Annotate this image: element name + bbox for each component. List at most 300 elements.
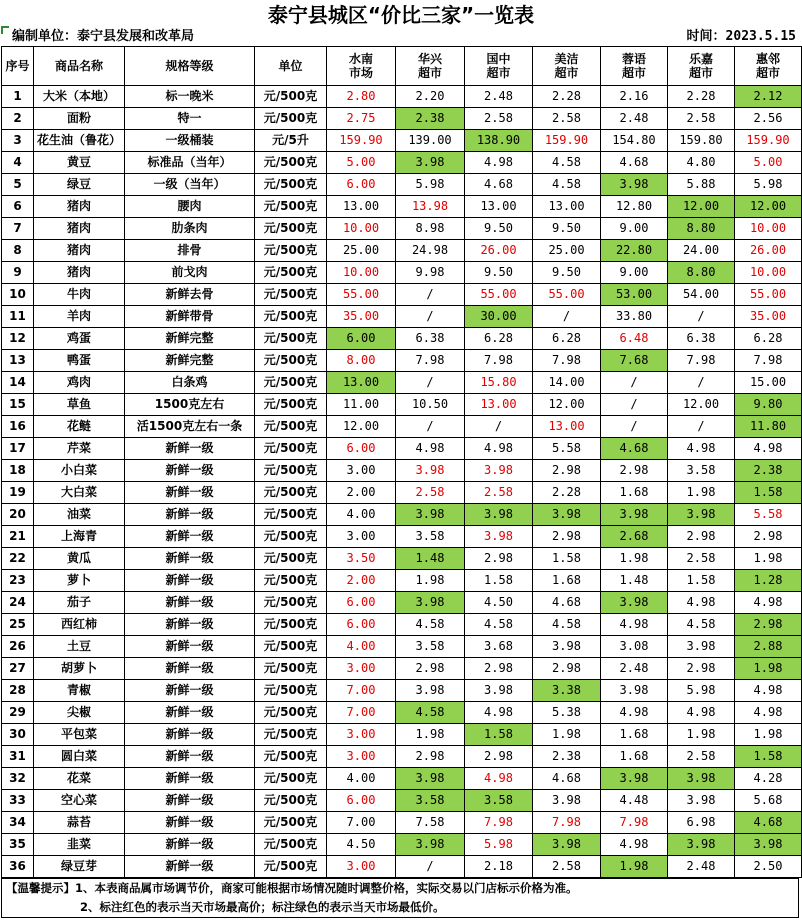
price-cell: 33.80: [601, 306, 668, 328]
row-number: 33: [2, 790, 34, 812]
price-cell: 4.98: [668, 702, 735, 724]
price-cell: 8.80: [668, 218, 735, 240]
product-name: 绿豆: [34, 174, 125, 196]
price-cell: 1.58: [465, 724, 533, 746]
table-row: [2, 526, 802, 548]
price-cell: /: [396, 306, 465, 328]
price-cell: 4.58: [533, 174, 601, 196]
price-cell: 13.00: [327, 372, 396, 394]
price-cell: 6.28: [735, 328, 802, 350]
header-store: [327, 47, 396, 86]
price-cell: 6.98: [668, 812, 735, 834]
price-cell: 6.00: [327, 592, 396, 614]
store-name: 惠邻: [755, 52, 780, 66]
price-cell: /: [396, 372, 465, 394]
price-cell: 9.50: [465, 218, 533, 240]
store-name: 蓉语: [621, 52, 646, 66]
price-cell: 12.00: [533, 394, 601, 416]
price-cell: 4.98: [735, 438, 802, 460]
price-cell: 30.00: [465, 306, 533, 328]
table-row: [2, 570, 802, 592]
price-cell: 1.58: [533, 548, 601, 570]
row-number: 30: [2, 724, 34, 746]
price-cell: 4.28: [735, 768, 802, 790]
note-line-2: 2、标注红色的表示当天市场最高价；标注绿色的表示当天市场最低价。: [80, 900, 445, 914]
price-cell: 9.80: [735, 394, 802, 416]
price-cell: 4.58: [533, 614, 601, 636]
product-unit: 元/500克: [255, 834, 327, 856]
price-cell: 8.80: [668, 262, 735, 284]
price-cell: 9.00: [601, 262, 668, 284]
row-number: 13: [2, 350, 34, 372]
price-cell: 4.98: [465, 152, 533, 174]
price-cell: 3.98: [601, 504, 668, 526]
price-cell: 2.18: [465, 856, 533, 878]
price-cell: 1.98: [396, 570, 465, 592]
note-line-1: 【温馨提示】1、本表商品属市场调节价，商家可能根据市场情况随时调整价格，实际交易以门店标示价格为准。: [6, 881, 578, 895]
product-name: 猪肉: [34, 218, 125, 240]
product-spec: 一级桶装: [125, 130, 255, 152]
price-cell: 7.68: [601, 350, 668, 372]
table-row: [2, 372, 802, 394]
price-cell: 2.28: [533, 482, 601, 504]
price-cell: 2.58: [668, 108, 735, 130]
product-spec: 新鲜一级: [125, 702, 255, 724]
row-number: 2: [2, 108, 34, 130]
price-cell: 13.00: [465, 394, 533, 416]
table-row: [2, 504, 802, 526]
price-cell: 3.00: [327, 460, 396, 482]
table-row: [2, 438, 802, 460]
table-row: [2, 108, 802, 130]
price-cell: 8.98: [396, 218, 465, 240]
price-cell: 10.50: [396, 394, 465, 416]
price-cell: 5.98: [396, 174, 465, 196]
product-spec: 新鲜一级: [125, 438, 255, 460]
product-unit: 元/500克: [255, 262, 327, 284]
product-unit: 元/500克: [255, 328, 327, 350]
table-row: [2, 152, 802, 174]
price-cell: /: [396, 416, 465, 438]
product-name: 草鱼: [34, 394, 125, 416]
price-cell: 159.80: [668, 130, 735, 152]
table-row: [2, 306, 802, 328]
table-row: [2, 130, 802, 152]
price-cell: 2.50: [735, 856, 802, 878]
price-cell: 4.00: [327, 636, 396, 658]
header-store: [735, 47, 802, 86]
price-cell: 3.98: [396, 152, 465, 174]
table-row: [2, 416, 802, 438]
store-type: 超市: [554, 66, 579, 80]
price-cell: /: [465, 416, 533, 438]
price-cell: 7.98: [533, 812, 601, 834]
price-cell: 159.90: [533, 130, 601, 152]
price-cell: 3.38: [533, 680, 601, 702]
price-cell: 4.58: [533, 152, 601, 174]
row-number: 21: [2, 526, 34, 548]
price-cell: 1.48: [396, 548, 465, 570]
store-type: 超市: [688, 66, 713, 80]
price-cell: 5.58: [735, 504, 802, 526]
price-cell: 1.48: [601, 570, 668, 592]
price-cell: 7.98: [533, 350, 601, 372]
table-body: [2, 86, 802, 878]
product-name: 茄子: [34, 592, 125, 614]
product-spec: 一级（当年）: [125, 174, 255, 196]
price-cell: 5.98: [465, 834, 533, 856]
product-unit: 元/500克: [255, 152, 327, 174]
product-name: 面粉: [34, 108, 125, 130]
price-cell: /: [668, 372, 735, 394]
product-unit: 元/500克: [255, 548, 327, 570]
row-number: 4: [2, 152, 34, 174]
price-cell: 7.98: [465, 350, 533, 372]
price-cell: 7.98: [396, 350, 465, 372]
product-spec: 新鲜一级: [125, 570, 255, 592]
price-cell: 2.98: [668, 658, 735, 680]
price-cell: 6.28: [465, 328, 533, 350]
price-cell: 5.98: [668, 680, 735, 702]
price-cell: 13.00: [465, 196, 533, 218]
price-cell: 5.98: [735, 174, 802, 196]
price-cell: 22.80: [601, 240, 668, 262]
price-cell: /: [396, 856, 465, 878]
price-cell: 3.98: [396, 834, 465, 856]
price-cell: 4.98: [465, 702, 533, 724]
row-number: 26: [2, 636, 34, 658]
price-cell: 9.50: [465, 262, 533, 284]
price-cell: 3.98: [601, 680, 668, 702]
price-cell: 4.68: [601, 438, 668, 460]
table-row: [2, 262, 802, 284]
price-cell: 3.58: [396, 526, 465, 548]
price-cell: 1.68: [601, 746, 668, 768]
page-title: 泰宁县城区“价比三家”一览表: [267, 3, 535, 27]
price-cell: 5.00: [327, 152, 396, 174]
product-unit: 元/5升: [255, 130, 327, 152]
price-cell: 4.98: [601, 614, 668, 636]
product-name: 猪肉: [34, 262, 125, 284]
product-name: 空心菜: [34, 790, 125, 812]
price-cell: 7.00: [327, 680, 396, 702]
product-name: 鸭蛋: [34, 350, 125, 372]
price-cell: 159.90: [735, 130, 802, 152]
price-cell: 1.98: [735, 548, 802, 570]
price-cell: 13.00: [533, 416, 601, 438]
price-cell: 1.58: [668, 570, 735, 592]
price-cell: 4.00: [327, 504, 396, 526]
price-cell: 3.00: [327, 724, 396, 746]
price-cell: 3.98: [668, 504, 735, 526]
row-number: 3: [2, 130, 34, 152]
price-cell: 1.98: [668, 482, 735, 504]
notes-box: [1, 878, 799, 918]
price-cell: 1.98: [533, 724, 601, 746]
price-cell: /: [601, 416, 668, 438]
product-unit: 元/500克: [255, 724, 327, 746]
table-row: [2, 394, 802, 416]
table-row: [2, 350, 802, 372]
table-row: [2, 240, 802, 262]
row-number: 1: [2, 86, 34, 108]
product-unit: 元/500克: [255, 240, 327, 262]
price-cell: 3.98: [533, 834, 601, 856]
price-cell: 6.00: [327, 614, 396, 636]
store-name: 国中: [486, 52, 511, 66]
product-unit: 元/500克: [255, 790, 327, 812]
product-unit: 元/500克: [255, 460, 327, 482]
price-cell: 3.50: [327, 548, 396, 570]
price-cell: 2.98: [533, 460, 601, 482]
price-cell: 3.68: [465, 636, 533, 658]
product-spec: 新鲜一级: [125, 636, 255, 658]
price-cell: 10.00: [327, 262, 396, 284]
price-cell: 5.00: [735, 152, 802, 174]
price-cell: 2.58: [533, 108, 601, 130]
price-cell: 3.00: [327, 856, 396, 878]
price-cell: 2.48: [601, 658, 668, 680]
price-cell: 6.00: [327, 174, 396, 196]
product-spec: 标准品（当年）: [125, 152, 255, 174]
price-cell: 2.38: [533, 746, 601, 768]
price-cell: 4.98: [735, 680, 802, 702]
table-row: [2, 812, 802, 834]
product-name: 萝卜: [34, 570, 125, 592]
product-unit: 元/500克: [255, 856, 327, 878]
header-row: [2, 47, 802, 86]
product-unit: 元/500克: [255, 812, 327, 834]
table-row: [2, 284, 802, 306]
product-unit: 元/500克: [255, 482, 327, 504]
price-cell: 3.58: [465, 790, 533, 812]
price-cell: 4.98: [668, 592, 735, 614]
table-row: [2, 482, 802, 504]
row-number: 6: [2, 196, 34, 218]
product-spec: 标一晚米: [125, 86, 255, 108]
table-row: [2, 218, 802, 240]
product-name: 黄豆: [34, 152, 125, 174]
price-cell: 13.00: [327, 196, 396, 218]
price-cell: 1.98: [601, 548, 668, 570]
price-cell: 3.98: [601, 592, 668, 614]
price-cell: 3.98: [533, 790, 601, 812]
table-row: [2, 658, 802, 680]
price-cell: 1.98: [735, 658, 802, 680]
product-name: 绿豆芽: [34, 856, 125, 878]
table-row: [2, 174, 802, 196]
price-cell: 3.98: [735, 834, 802, 856]
product-spec: 新鲜一级: [125, 592, 255, 614]
price-cell: 4.98: [601, 834, 668, 856]
table-row: [2, 724, 802, 746]
price-cell: 139.00: [396, 130, 465, 152]
price-cell: 55.00: [465, 284, 533, 306]
product-spec: 新鲜一级: [125, 504, 255, 526]
price-cell: 5.88: [668, 174, 735, 196]
header-store: [601, 47, 668, 86]
store-type: 超市: [621, 66, 646, 80]
price-cell: 3.58: [396, 636, 465, 658]
price-cell: 2.98: [465, 746, 533, 768]
price-cell: 4.58: [396, 702, 465, 724]
row-number: 28: [2, 680, 34, 702]
price-cell: 2.58: [533, 856, 601, 878]
product-unit: 元/500克: [255, 86, 327, 108]
product-name: 平包菜: [34, 724, 125, 746]
product-name: 西红柿: [34, 614, 125, 636]
row-number: 34: [2, 812, 34, 834]
price-cell: 2.58: [396, 482, 465, 504]
price-cell: /: [668, 306, 735, 328]
store-type: 市场: [348, 66, 373, 80]
price-cell: 2.28: [668, 86, 735, 108]
price-cell: 11.00: [327, 394, 396, 416]
price-cell: 2.88: [735, 636, 802, 658]
store-type: 超市: [486, 66, 511, 80]
price-cell: 9.00: [601, 218, 668, 240]
price-cell: 2.80: [327, 86, 396, 108]
header-store: [668, 47, 735, 86]
product-name: 羊肉: [34, 306, 125, 328]
product-name: 花菜: [34, 768, 125, 790]
price-cell: 3.98: [533, 636, 601, 658]
price-cell: 2.00: [327, 482, 396, 504]
table-row: [2, 328, 802, 350]
product-spec: 新鲜去骨: [125, 284, 255, 306]
table-row: [2, 790, 802, 812]
price-cell: 3.98: [668, 636, 735, 658]
row-number: 36: [2, 856, 34, 878]
price-cell: 4.00: [327, 768, 396, 790]
table-row: [2, 548, 802, 570]
price-cell: 3.98: [668, 834, 735, 856]
product-name: 猪肉: [34, 240, 125, 262]
price-cell: 6.00: [327, 438, 396, 460]
price-cell: 35.00: [735, 306, 802, 328]
price-cell: 6.38: [668, 328, 735, 350]
product-spec: 白条鸡: [125, 372, 255, 394]
price-cell: 2.98: [465, 658, 533, 680]
price-cell: 4.58: [465, 614, 533, 636]
price-cell: 2.98: [735, 526, 802, 548]
product-spec: 新鲜一级: [125, 526, 255, 548]
price-cell: 4.98: [668, 438, 735, 460]
table-row: [2, 460, 802, 482]
price-cell: 6.00: [327, 790, 396, 812]
header-store: [465, 47, 533, 86]
price-cell: 3.98: [396, 768, 465, 790]
row-number: 19: [2, 482, 34, 504]
price-cell: /: [533, 306, 601, 328]
price-cell: 4.98: [465, 438, 533, 460]
row-number: 22: [2, 548, 34, 570]
price-cell: 4.50: [465, 592, 533, 614]
price-cell: 1.58: [735, 746, 802, 768]
price-cell: 1.98: [735, 724, 802, 746]
table-row: [2, 614, 802, 636]
price-cell: 9.50: [533, 218, 601, 240]
row-number: 29: [2, 702, 34, 724]
price-cell: 53.00: [601, 284, 668, 306]
price-cell: 3.00: [327, 746, 396, 768]
price-cell: 1.98: [668, 724, 735, 746]
store-type: 超市: [755, 66, 780, 80]
price-cell: 4.98: [396, 438, 465, 460]
price-cell: 154.80: [601, 130, 668, 152]
store-type: 超市: [417, 66, 442, 80]
row-number: 18: [2, 460, 34, 482]
price-cell: 2.00: [327, 570, 396, 592]
price-cell: 3.98: [465, 526, 533, 548]
row-number: 25: [2, 614, 34, 636]
price-cell: 4.68: [465, 174, 533, 196]
cell-corner-marker: [1, 26, 9, 34]
price-cell: 3.98: [465, 504, 533, 526]
product-spec: 前戈肉: [125, 262, 255, 284]
price-cell: 2.98: [668, 526, 735, 548]
price-cell: 2.58: [668, 548, 735, 570]
row-number: 16: [2, 416, 34, 438]
price-cell: 9.50: [533, 262, 601, 284]
row-number: 17: [2, 438, 34, 460]
row-number: 32: [2, 768, 34, 790]
price-cell: 2.48: [465, 86, 533, 108]
price-comparison-table: [1, 46, 802, 878]
product-name: 胡萝卜: [34, 658, 125, 680]
price-cell: 5.38: [533, 702, 601, 724]
product-unit: 元/500克: [255, 394, 327, 416]
price-cell: 2.75: [327, 108, 396, 130]
header-unit: 单位: [255, 47, 327, 86]
product-name: 花生油（鲁花）: [34, 130, 125, 152]
price-cell: 12.80: [601, 196, 668, 218]
price-cell: 14.00: [533, 372, 601, 394]
price-cell: 3.98: [396, 680, 465, 702]
product-spec: 新鲜带骨: [125, 306, 255, 328]
price-cell: 1.68: [601, 482, 668, 504]
price-cell: 4.68: [533, 768, 601, 790]
price-cell: 2.48: [668, 856, 735, 878]
price-cell: 13.00: [533, 196, 601, 218]
price-cell: 9.98: [396, 262, 465, 284]
table-row: [2, 834, 802, 856]
product-unit: 元/500克: [255, 350, 327, 372]
table-row: [2, 856, 802, 878]
compiler-label: 编制单位：泰宁县发展和改革局: [12, 29, 195, 44]
price-cell: 25.00: [533, 240, 601, 262]
price-cell: 2.12: [735, 86, 802, 108]
price-cell: 35.00: [327, 306, 396, 328]
product-unit: 元/500克: [255, 108, 327, 130]
price-cell: 3.98: [396, 504, 465, 526]
price-cell: 3.98: [601, 768, 668, 790]
price-cell: 15.80: [465, 372, 533, 394]
price-cell: 2.56: [735, 108, 802, 130]
product-name: 尖椒: [34, 702, 125, 724]
product-spec: 新鲜一级: [125, 746, 255, 768]
product-spec: 新鲜一级: [125, 768, 255, 790]
product-name: 黄瓜: [34, 548, 125, 570]
price-cell: 2.20: [396, 86, 465, 108]
product-name: 牛肉: [34, 284, 125, 306]
price-cell: 1.68: [533, 570, 601, 592]
price-cell: 7.98: [601, 812, 668, 834]
price-cell: 12.00: [735, 196, 802, 218]
price-cell: 3.58: [396, 790, 465, 812]
price-cell: 15.00: [735, 372, 802, 394]
price-cell: 4.68: [735, 812, 802, 834]
